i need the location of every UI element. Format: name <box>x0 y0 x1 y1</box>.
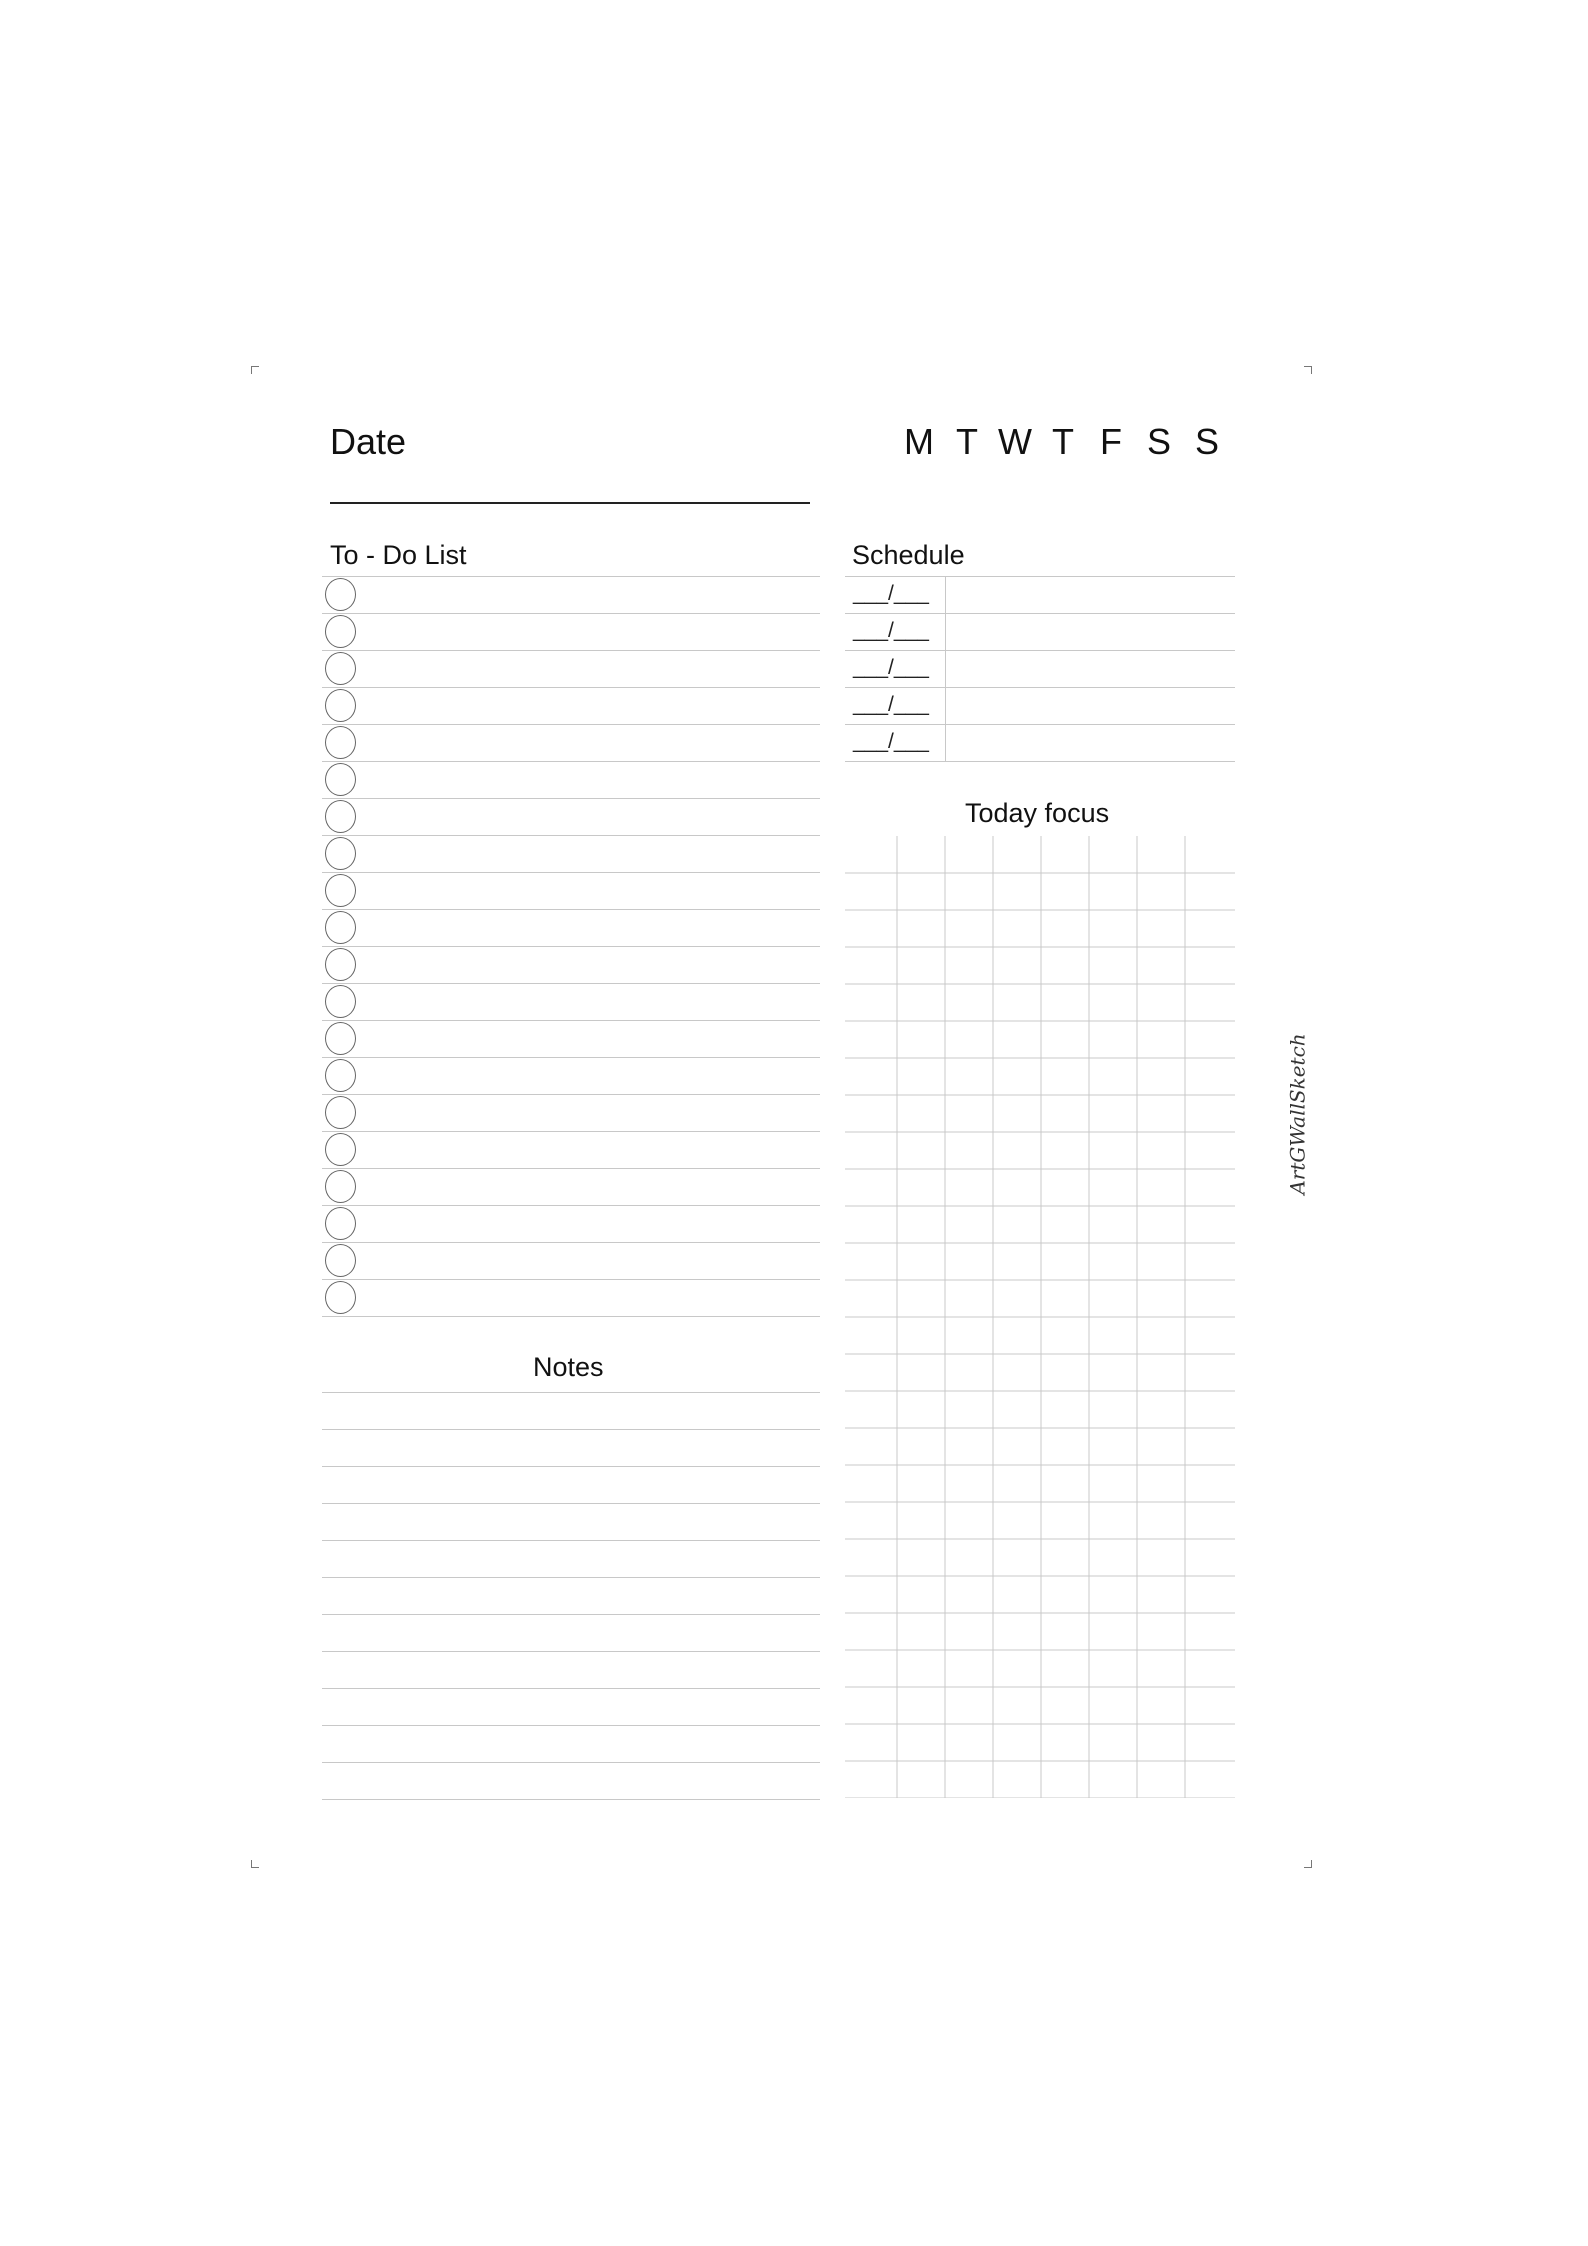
note-line[interactable] <box>322 1725 820 1762</box>
schedule-row[interactable] <box>845 613 1235 650</box>
checkbox-circle-icon[interactable] <box>325 1133 356 1166</box>
todo-row[interactable] <box>322 798 820 835</box>
todo-row[interactable] <box>322 909 820 946</box>
todo-title: To - Do List <box>330 540 467 570</box>
schedule-title: Schedule <box>852 540 965 570</box>
signature-watermark <box>1272 1033 1332 1202</box>
checkbox-circle-icon[interactable] <box>325 985 356 1018</box>
todo-row[interactable] <box>322 761 820 798</box>
todo-row[interactable] <box>322 983 820 1020</box>
schedule-row[interactable] <box>845 687 1235 724</box>
todo-list <box>322 576 820 1317</box>
schedule-time: ___/___ <box>853 693 929 716</box>
schedule-time: ___/___ <box>853 656 929 679</box>
checkbox-circle-icon[interactable] <box>325 800 356 833</box>
schedule-divider <box>945 614 946 650</box>
checkbox-circle-icon[interactable] <box>325 578 356 611</box>
note-line[interactable] <box>322 1466 820 1503</box>
notes-title: Notes <box>533 1352 604 1382</box>
todo-row[interactable] <box>322 687 820 724</box>
checkbox-circle-icon[interactable] <box>325 948 356 981</box>
signature-text: ArtGWallSketch <box>1285 1033 1310 1195</box>
note-line[interactable] <box>322 1577 820 1614</box>
todo-row[interactable] <box>322 1020 820 1057</box>
checkbox-circle-icon[interactable] <box>325 874 356 907</box>
crop-mark-bottom-right <box>1304 1860 1312 1868</box>
checkbox-circle-icon[interactable] <box>325 615 356 648</box>
note-line[interactable] <box>322 1614 820 1651</box>
crop-mark-top-right <box>1304 366 1312 374</box>
checkbox-circle-icon[interactable] <box>325 1207 356 1240</box>
todo-row[interactable] <box>322 1057 820 1094</box>
schedule-divider <box>945 688 946 724</box>
todo-row[interactable] <box>322 1131 820 1168</box>
notes-list <box>322 1392 820 1800</box>
schedule-divider <box>945 651 946 687</box>
checkbox-circle-icon[interactable] <box>325 689 356 722</box>
todo-row[interactable] <box>322 576 820 613</box>
note-line[interactable] <box>322 1429 820 1466</box>
checkbox-circle-icon[interactable] <box>325 911 356 944</box>
note-line[interactable] <box>322 1762 820 1800</box>
todo-row[interactable] <box>322 1279 820 1317</box>
todo-row[interactable] <box>322 872 820 909</box>
crop-mark-top-left <box>251 366 259 374</box>
checkbox-circle-icon[interactable] <box>325 837 356 870</box>
weekday-tuesday[interactable]: T <box>956 421 978 462</box>
weekday-friday[interactable]: F <box>1100 421 1122 462</box>
weekday-saturday[interactable]: S <box>1146 421 1171 462</box>
schedule-divider <box>945 577 946 613</box>
note-line[interactable] <box>322 1503 820 1540</box>
checkbox-circle-icon[interactable] <box>325 1281 356 1314</box>
todo-row[interactable] <box>322 946 820 983</box>
schedule-row[interactable] <box>845 576 1235 613</box>
todo-row[interactable] <box>322 1242 820 1279</box>
checkbox-circle-icon[interactable] <box>325 763 356 796</box>
schedule-time: ___/___ <box>853 619 929 642</box>
checkbox-circle-icon[interactable] <box>325 652 356 685</box>
todo-row[interactable] <box>322 1168 820 1205</box>
schedule-divider <box>945 725 946 761</box>
checkbox-circle-icon[interactable] <box>325 1096 356 1129</box>
crop-mark-bottom-left <box>251 1860 259 1868</box>
date-label: Date <box>330 421 407 462</box>
todo-row[interactable] <box>322 724 820 761</box>
note-line[interactable] <box>322 1392 820 1429</box>
weekday-wednesday[interactable]: W <box>998 421 1032 462</box>
checkbox-circle-icon[interactable] <box>325 1059 356 1092</box>
checkbox-circle-icon[interactable] <box>325 1022 356 1055</box>
checkbox-circle-icon[interactable] <box>325 726 356 759</box>
todo-row[interactable] <box>322 1205 820 1242</box>
weekday-thursday[interactable]: T <box>1052 421 1074 462</box>
todo-row[interactable] <box>322 650 820 687</box>
weekday-sunday[interactable]: S <box>1194 421 1219 462</box>
todo-row[interactable] <box>322 1094 820 1131</box>
checkbox-circle-icon[interactable] <box>325 1170 356 1203</box>
schedule-row[interactable] <box>845 724 1235 762</box>
schedule-row[interactable] <box>845 650 1235 687</box>
focus-title: Today focus <box>965 798 1110 828</box>
focus-grid[interactable] <box>845 836 1235 1798</box>
todo-row[interactable] <box>322 835 820 872</box>
note-line[interactable] <box>322 1651 820 1688</box>
checkbox-circle-icon[interactable] <box>325 1244 356 1277</box>
schedule-list <box>845 576 1235 762</box>
note-line[interactable] <box>322 1688 820 1725</box>
schedule-time: ___/___ <box>853 582 929 605</box>
weekday-monday[interactable]: M <box>904 421 934 462</box>
date-input-line[interactable] <box>330 502 810 504</box>
schedule-time: ___/___ <box>853 730 929 753</box>
todo-row[interactable] <box>322 613 820 650</box>
weekday-selector <box>900 420 1226 464</box>
note-line[interactable] <box>322 1540 820 1577</box>
